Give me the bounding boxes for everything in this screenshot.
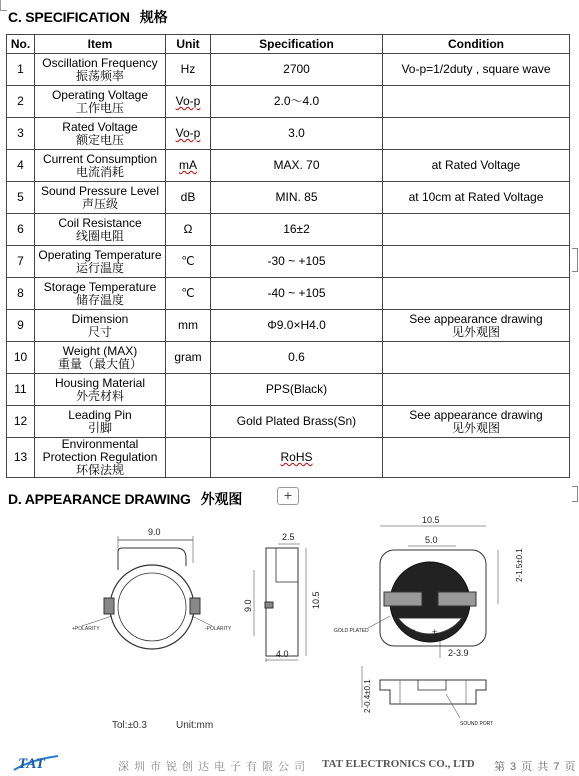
unit-value: Ω [183,222,193,236]
table-row [7,374,570,406]
unit-value: gram [174,350,202,364]
spec-value: -30 ~ +105 [267,254,326,268]
page-footer [0,750,579,776]
table-row [7,214,570,246]
cell-condition [383,438,570,478]
spec-value: -40 ~ +105 [267,286,326,300]
bottom-minus-sign: − [410,625,416,635]
table-row [7,118,570,150]
cell-condition [383,342,570,374]
cell-item [35,438,166,478]
spec-value: 2.0～4.0 [273,94,320,108]
bottom-view-drawing [334,515,524,658]
table-row [7,246,570,278]
table-row [7,310,570,342]
condition-value: See appearance drawing [409,311,543,326]
cell-condition [383,374,570,406]
item-english: Dimension [71,311,129,326]
cell-no [7,278,35,310]
cell-condition [383,118,570,150]
item-chinese: 声压级 [81,196,118,211]
unit-value: dB [180,190,196,204]
cell-item [35,310,166,342]
cell-condition [383,278,570,310]
item-chinese: 电流消耗 [75,164,124,179]
spec-value: 16±2 [283,222,310,236]
side-height-dim: 10.5 [311,591,321,609]
bottom-lead-dim: 2-3.9 [448,648,469,658]
cell-condition [383,54,570,86]
unit-value: Hz [180,62,196,76]
row-number: 3 [17,126,24,140]
spec-value: MIN. 85 [275,190,318,204]
cell-spec [211,182,383,214]
cell-spec [211,278,383,310]
cell-unit [166,150,211,182]
cell-no [7,118,35,150]
col-header-spec: Specification [211,35,383,54]
cell-spec [211,54,383,86]
item-chinese: 重量（最大值） [57,356,142,371]
condition-value: Vo-p=1/2duty , square wave [401,62,551,76]
side-top-dim: 2.5 [282,532,295,542]
cell-unit [166,438,211,478]
cell-no [7,150,35,182]
appearance-drawing [0,508,579,750]
col-header-unit: Unit [166,35,211,54]
item-chinese: 储存温度 [75,292,124,307]
table-row [7,150,570,182]
side-bottom-dim: 4.0 [276,649,289,659]
cell-condition [383,150,570,182]
table-header-row [7,35,570,54]
row-number: 10 [13,350,28,364]
col-header-no: No. [7,35,35,54]
cell-unit [166,342,211,374]
svg-text:TAT: TAT [18,756,45,772]
item-chinese: 振荡频率 [75,68,124,83]
cell-item [35,246,166,278]
cell-item [35,54,166,86]
table-row [7,182,570,214]
cell-spec [211,118,383,150]
cell-no [7,438,35,478]
specification-table [6,34,570,478]
condition-value: See appearance drawing [409,407,543,422]
cell-no [7,214,35,246]
row-number: 6 [17,222,24,236]
bottom-inner-dim: 5.0 [425,535,438,545]
cell-no [7,86,35,118]
section-c-cn: 规格 [139,9,168,25]
cell-spec [211,342,383,374]
row-number: 2 [17,94,24,108]
cell-item [35,150,166,182]
cell-item [35,214,166,246]
cell-no [7,54,35,86]
item-english: Leading Pin [68,407,132,422]
cell-no [7,310,35,342]
section-d-title [8,489,242,509]
top-width-dim: 9.0 [148,527,161,537]
item-chinese: 引脚 [87,420,112,435]
item-english: Sound Pressure Level [40,183,160,198]
item-chinese: 运行温度 [75,260,124,275]
edge-marker [572,248,578,272]
unit-value: mA [179,158,197,172]
item-chinese: 外壳材料 [75,388,124,403]
spec-value: Gold Plated Brass(Sn) [236,414,357,428]
tolerance-note: Tol:±0.3 [112,720,147,731]
cell-spec [211,406,383,438]
item-english: Current Consumption [42,151,158,166]
item-english: Oscillation Frequency [42,55,158,70]
unit-value: Vo-p [175,126,201,140]
cell-spec [211,374,383,406]
col-header-item: Item [35,35,166,54]
gold-plated-label: GOLD PLATED [334,628,369,634]
table-row [7,86,570,118]
cell-spec [211,86,383,118]
spec-value: 2700 [283,62,310,76]
spec-value: 0.6 [288,350,305,364]
row-number: 11 [14,382,27,396]
positive-polarity-label: +POLARITY [72,626,100,632]
cell-unit [166,86,211,118]
side-view-drawing [243,532,321,662]
cell-unit [166,214,211,246]
item-english-line2: Protection Regulation [42,450,158,464]
cell-condition [383,406,570,438]
cell-unit [166,406,211,438]
row-number: 13 [13,450,28,464]
unit-note: Unit:mm [176,720,214,731]
bottom-right-dim: 2-1.5±0.1 [515,548,524,582]
section-d-label: D. APPEARANCE DRAWING [8,491,191,507]
cell-unit [166,118,211,150]
cell-spec [211,246,383,278]
row-number: 9 [17,318,24,332]
cell-condition [383,246,570,278]
cell-condition [383,182,570,214]
cell-unit [166,182,211,214]
cell-no [7,342,35,374]
cell-no [7,406,35,438]
cell-item [35,182,166,214]
condition-chinese: 见外观图 [451,420,500,435]
cell-no [7,182,35,214]
cell-unit [166,310,211,342]
cell-condition [383,214,570,246]
cell-item [35,406,166,438]
item-english: Storage Temperature [43,279,157,294]
page-corner-mark [0,0,7,11]
item-english: Housing Material [54,375,146,390]
negative-polarity-label: -POLARITY [205,626,232,632]
item-english: Environmental [61,437,139,451]
footer-company-en: TAT ELECTRONICS CO., LTD [322,758,475,770]
item-english: Coil Resistance [58,215,142,230]
item-english: Operating Temperature [38,247,162,262]
front-side-dim: 2-0.4±0.1 [363,679,372,713]
item-english: Operating Voltage [51,87,149,102]
add-button[interactable]: + [277,487,299,505]
spec-value: RoHS [280,450,313,464]
cell-item [35,278,166,310]
section-c-label: C. SPECIFICATION [8,9,130,25]
side-left-dim: 9.0 [243,599,253,612]
item-english: Weight (MAX) [62,343,138,358]
cell-spec [211,214,383,246]
cell-spec [211,150,383,182]
item-chinese: 环保法规 [75,463,124,477]
row-number: 8 [17,286,24,300]
cell-unit [166,246,211,278]
footer-company-cn: 深圳市锐创达电子有限公司 [118,761,310,773]
cell-spec [211,310,383,342]
spec-value: 3.0 [288,126,305,140]
col-header-condition: Condition [383,35,570,54]
item-english: Rated Voltage [62,119,138,134]
cell-unit [166,374,211,406]
unit-value: Vo-p [175,94,201,108]
sound-port-label: SOUND PORT [460,721,494,727]
table-row [7,54,570,86]
item-chinese: 工作电压 [75,100,124,115]
bottom-top-dim: 10.5 [422,515,440,525]
condition-value: at Rated Voltage [431,158,521,172]
tat-logo [10,750,70,774]
condition-chinese: 见外观图 [451,324,500,339]
cell-no [7,246,35,278]
section-d-cn: 外观图 [200,491,243,507]
cell-item [35,118,166,150]
cell-spec [211,438,383,478]
row-number: 12 [13,414,28,428]
table-row [7,342,570,374]
front-view-drawing [362,666,493,727]
cell-item [35,374,166,406]
item-chinese: 尺寸 [87,324,112,339]
item-chinese: 线圈电阻 [75,228,124,243]
table-row [7,278,570,310]
spec-value: MAX. 70 [273,158,320,172]
row-number: 5 [17,190,24,204]
bottom-plus-sign: + [432,627,438,637]
cell-item [35,342,166,374]
item-chinese: 额定电压 [75,132,124,147]
edge-marker [572,486,578,502]
section-c-title [8,7,167,27]
cell-unit [166,278,211,310]
table-row [7,406,570,438]
cell-condition [383,310,570,342]
spec-value: PPS(Black) [265,382,328,396]
row-number: 4 [17,158,24,172]
condition-value: at 10cm at Rated Voltage [408,190,544,204]
spec-value: Φ9.0×H4.0 [267,318,326,332]
table-row [7,438,570,478]
cell-unit [166,54,211,86]
cell-no [7,374,35,406]
top-view-drawing [72,527,232,649]
footer-page-number: 第 3 页 共 7 页 [494,761,577,773]
unit-value: ℃ [181,254,195,268]
cell-condition [383,86,570,118]
unit-value: mm [178,318,198,332]
unit-value: ℃ [181,286,195,300]
row-number: 1 [17,62,24,76]
cell-item [35,86,166,118]
row-number: 7 [17,254,24,268]
